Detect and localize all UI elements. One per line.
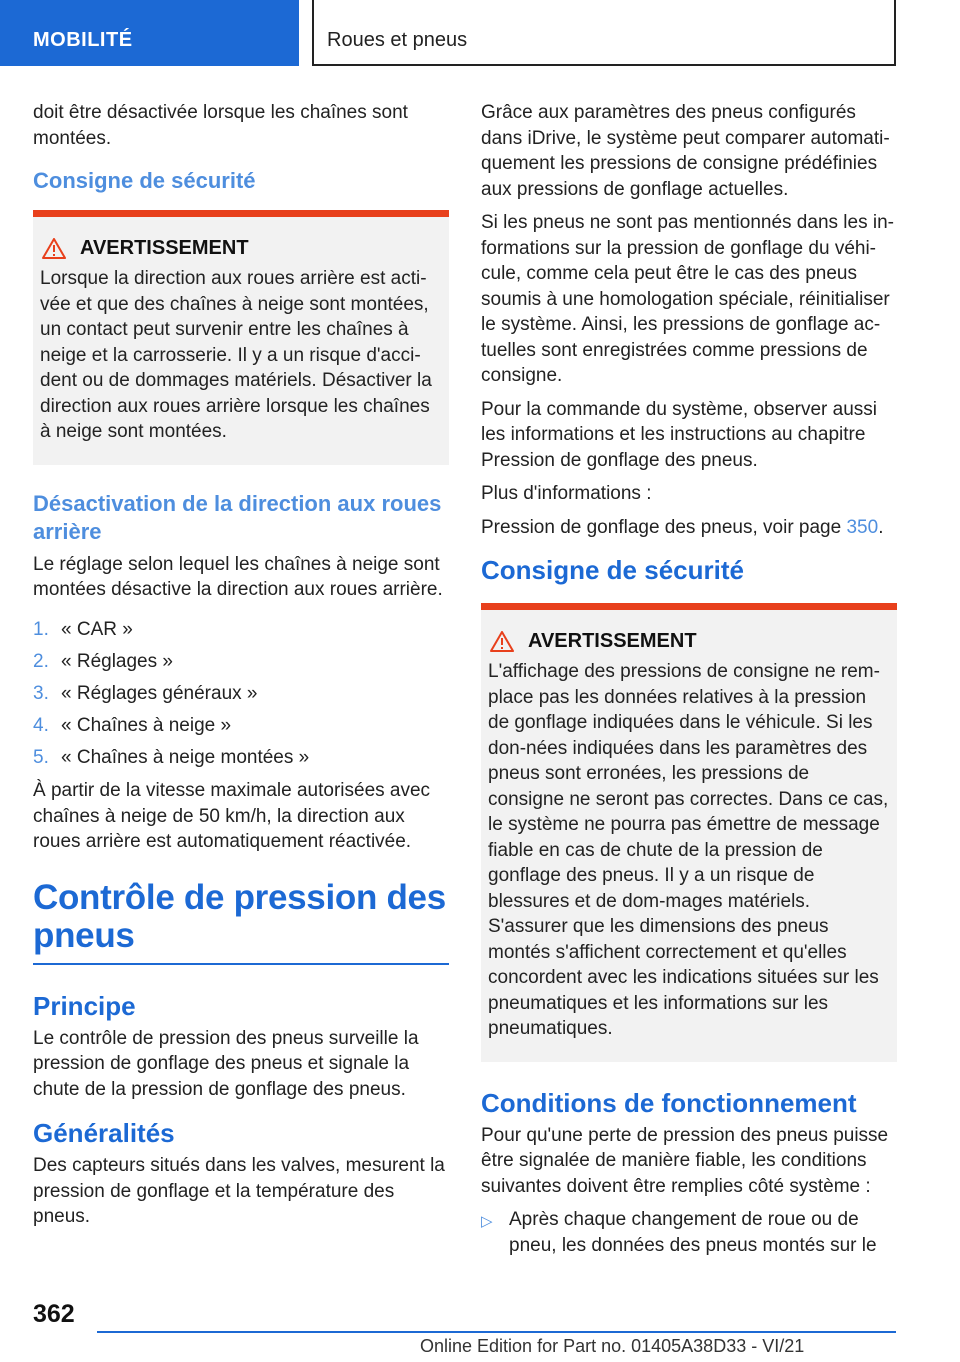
warning-box: [481, 603, 897, 1062]
list-item: 2. « Réglages »: [33, 650, 173, 672]
footer-rule: [97, 1331, 896, 1333]
list-item: 1. « CAR »: [33, 618, 133, 640]
chapter-title: Roues et pneus: [312, 0, 896, 66]
list-item: ▷ Après chaque changement de roue ou de pneu, les données des pneus montés sur le: [481, 1207, 897, 1258]
general-heading: Généralités: [33, 1118, 175, 1148]
conditions-heading: Conditions de fonctionnement: [481, 1087, 857, 1118]
page-header: [0, 0, 960, 66]
main-heading: Contrôle de pression des pneus: [33, 877, 446, 955]
general-paragraph: Des capteurs situés dans les valves, mesurent la pression de gonflage et la température des pneus.: [33, 1155, 445, 1227]
page-link[interactable]: 350: [846, 516, 879, 538]
warning-triangle-icon: [42, 238, 66, 259]
left-column: [33, 100, 449, 1238]
warning-title-text: AVERTISSEMENT: [528, 630, 697, 652]
warning-bar: [33, 210, 449, 217]
deactivation-heading: Désactivation de la direction aux roues arrière: [33, 490, 442, 544]
heading-rule: [33, 963, 449, 965]
right-column: [481, 100, 897, 1258]
safety-heading: Consigne de sécurité: [33, 168, 256, 193]
safety-heading: Consigne de sécurité: [481, 555, 744, 585]
reactivation-paragraph: À partir de la vitesse maximale autorisées avec chaînes à neige de 50 km/h, la direction aux roues arrière est automatiquement réactivée.: [33, 780, 431, 852]
page-number: 362: [33, 1300, 75, 1328]
paragraph: Plus d'informations :: [481, 483, 652, 504]
warning-text: L'affichage des pressions de consigne ne rem-place pas les données relatives à la pression de gonflage indiquées dans le véhicule. Si les don-nées indiquées dans les paramètres des pneus sont erronées, les pressions de consigne ne seront pas correctes. Dans ce cas, le système ne pourra pas émettre de message fiable en cas de chute de la pression de gonflage des pneus. Il y a un risque de blessures et de dom-mages matériels. S'assurer que les dimensions des pneus montés s'affichent correctement et qu'elles concordent avec les indications situées sur les pneumatiques et les informations sur les pneumatiques.: [488, 661, 889, 1039]
warning-title: [488, 630, 889, 653]
paragraph: Pour la commande du système, observer aussi les informations et les instructions au chapitre Pression de gonflage des pneus.: [481, 398, 878, 471]
paragraph: Grâce aux paramètres des pneus configurés dans iDrive, le système peut comparer automati-quement les pressions de consigne prédéfinies aux pressions de gonflage actuelles.: [481, 102, 890, 200]
list-item: 3. « Réglages généraux »: [33, 682, 258, 704]
warning-title-text: AVERTISSEMENT: [80, 237, 249, 259]
warning-box: [33, 210, 449, 465]
section-label: MOBILITÉ: [0, 0, 299, 66]
list-item: 5. « Chaînes à neige montées »: [33, 746, 310, 768]
principle-paragraph: Le contrôle de pression des pneus surveille la pression de gonflage des pneus et signale la chute de la pression de gonflage des pneus.: [33, 1027, 419, 1100]
paragraph: Si les pneus ne sont pas mentionnés dans les in-formations sur la pression de gonflage du véhi-cule, comme cela peut être le cas des pneus soumis à une homologation spéciale, réinitialiser le système. Ainsi, les pressions de gonflage ac-tuelles sont enregistrées comme pressions de consigne.: [481, 212, 894, 386]
list-item: 4. « Chaînes à neige »: [33, 714, 232, 736]
warning-title: [40, 237, 441, 260]
reference-paragraph: Pression de gonflage des pneus, voir page 350.: [481, 516, 884, 538]
deactivation-paragraph: Le réglage selon lequel les chaînes à neige sont montées désactive la direction aux roues arrière.: [33, 553, 443, 600]
steps-list: [33, 617, 449, 771]
conditions-paragraph: Pour qu'une perte de pression des pneus puisse être signalée de manière fiable, les conditions suivantes doivent être remplies côté système :: [481, 1124, 889, 1197]
triangle-bullet-icon: ▷: [481, 1213, 493, 1230]
warning-triangle-icon: [490, 631, 514, 652]
footer-edition: Online Edition for Part no. 01405A38D33 - VI/21: [420, 1336, 805, 1356]
principle-heading: Principe: [33, 990, 136, 1021]
warning-bar: [481, 603, 897, 610]
intro-paragraph: doit être désactivée lorsque les chaînes sont montées.: [33, 102, 408, 149]
warning-text: Lorsque la direction aux roues arrière est acti-vée et que des chaînes à neige sont montées, un contact peut survenir entre les chaînes à neige et la carrosserie. Il y a un risque d'acci-dent ou de dommages matériels. Désactiver la direction aux roues arrière lorsque les chaînes à neige sont montées.: [40, 268, 432, 442]
